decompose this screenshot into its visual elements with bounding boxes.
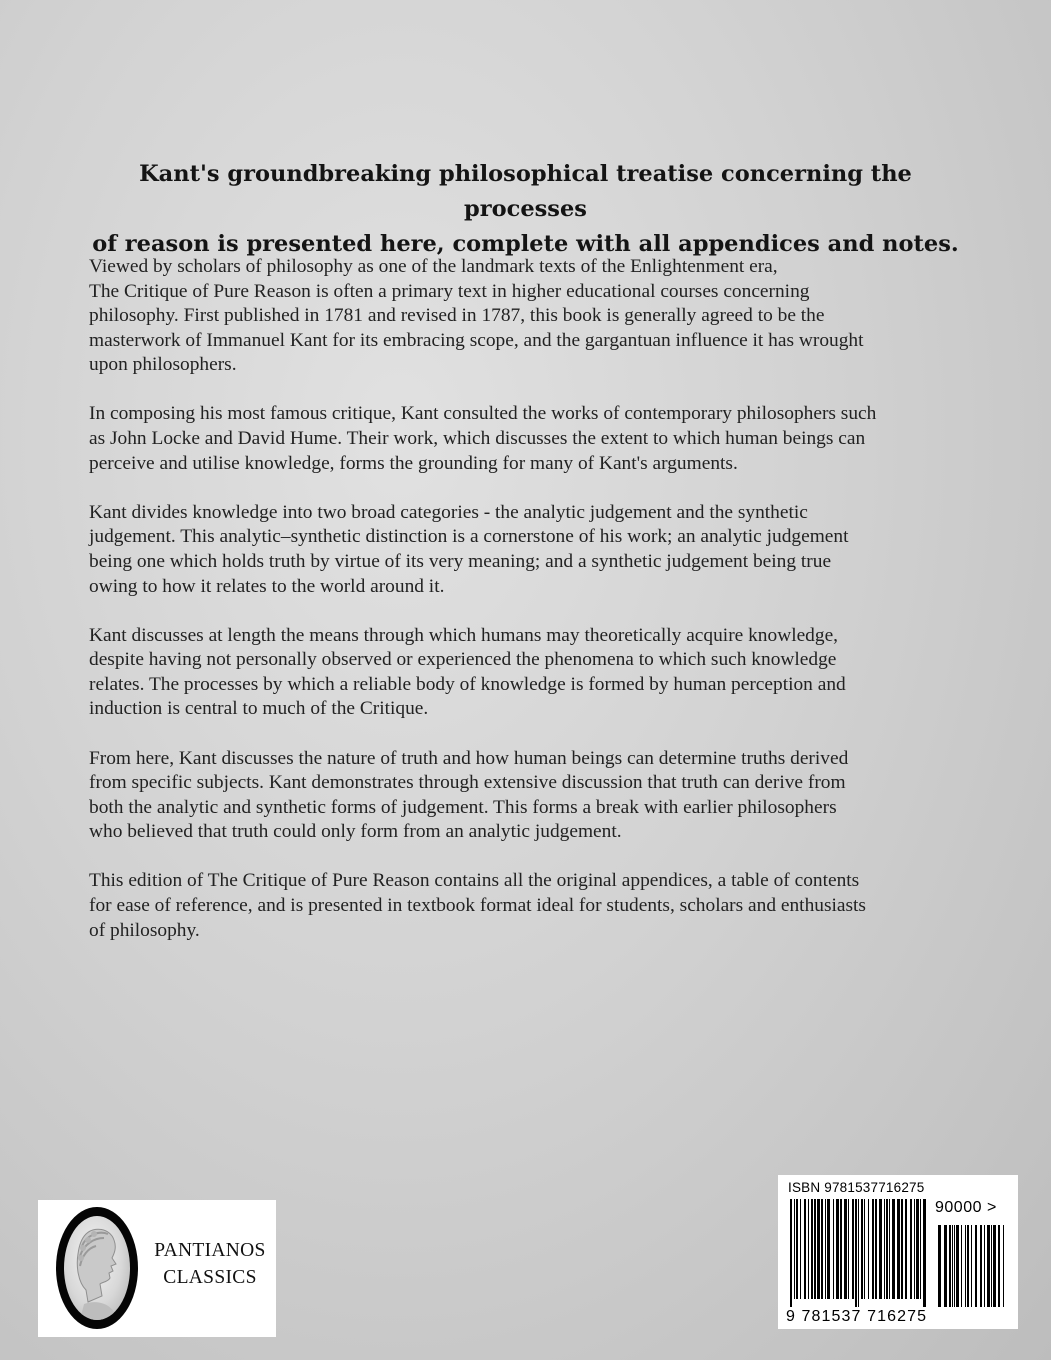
barcode-bar: [984, 1225, 985, 1307]
publisher-name-line2: CLASSICS: [163, 1267, 257, 1288]
blurb: [89, 255, 989, 968]
barcode-bar: [987, 1225, 990, 1307]
barcode-bar: [872, 1199, 874, 1299]
barcode-bar: [980, 1225, 982, 1307]
barcode-bar: [901, 1199, 903, 1299]
barcode-bar: [944, 1225, 947, 1307]
barcode-bar: [825, 1199, 826, 1299]
cameo-oval: [56, 1207, 138, 1329]
barcode-bar: [852, 1199, 854, 1299]
barcode-bar: [914, 1199, 915, 1299]
barcode-bar: [889, 1199, 890, 1299]
barcode-bar: [840, 1199, 842, 1299]
barcode-bar: [855, 1199, 857, 1307]
barcode-bar: [794, 1199, 795, 1299]
barcode-bar: [833, 1199, 834, 1299]
barcode-bar: [827, 1199, 830, 1299]
barcode-bar: [811, 1199, 813, 1299]
barcode-bar: [905, 1199, 907, 1299]
blurb-paragraph-2: In composing his most famous critique, Kant consulted the works of contemporary philosophers such as John Locke and David Hume. Their work, which discusses the extent to which human beings can perceive and utilise knowledge, forms the grounding for many of Kant's arguments.: [89, 403, 877, 474]
barcode-bar: [949, 1225, 951, 1307]
barcode-bar: [991, 1225, 992, 1307]
barcode-bar: [910, 1199, 912, 1299]
barcode-bar: [879, 1199, 882, 1299]
blurb-paragraph-5: From here, Kant discusses the nature of truth and how human beings can determine truths derived from specific subjects. Kant demonstrates through extensive discussion that truth can derive from both the analytic and synthetic forms of judgement. This forms a break with earlier philosophers who believed that truth could only form from an analytic judgement.: [89, 747, 849, 843]
barcode-bar: [971, 1225, 972, 1307]
publisher-logo: [38, 1200, 276, 1337]
barcode-bar: [954, 1225, 955, 1307]
barcode-bar: [916, 1199, 919, 1299]
isbn-digits: 9 781537 716275: [786, 1308, 928, 1325]
barcode-bar: [920, 1199, 921, 1299]
barcode-bar: [956, 1225, 959, 1307]
barcode-bar: [998, 1225, 1000, 1307]
isbn-label: ISBN 9781537716275: [788, 1180, 925, 1195]
cameo-portrait-icon: [64, 1216, 130, 1320]
blurb-paragraph-4: Kant discusses at length the means through which humans may theoretically acquire knowledge, despite having not personally observed or experienced the phenomena to which such knowledge relates. The processes by which a reliable body of knowledge is formed by human perception and induction is central to much of the Critique.: [89, 624, 846, 720]
barcode-bar: [804, 1199, 806, 1299]
barcode-bar: [975, 1225, 977, 1307]
publisher-name-line1: PANTIANOS: [154, 1240, 266, 1261]
barcode-bar: [923, 1199, 926, 1307]
isbn-barcode: [778, 1175, 1018, 1329]
cover-headline: Kant's groundbreaking philosophical treatise concerning the processes of reason is presented here, complete with all appendices and notes.: [92, 161, 959, 257]
blurb-paragraph-3: Kant divides knowledge into two broad categories - the analytic judgement and the synthetic judgement. This analytic–synthetic distinction is a cornerstone of his work; an analytic judgement being one which holds truth by virtue of its very meaning; and a synthetic judgement being true owing to how it relates to the world around it.: [89, 501, 849, 597]
barcode-bar: [993, 1225, 996, 1307]
barcode-bar: [821, 1199, 823, 1299]
barcode-bar: [884, 1199, 885, 1299]
blurb-paragraph-6: This edition of The Critique of Pure Reason contains all the original appendices, a table of contents for ease of reference, and is presented in textbook format ideal for students, scholars and enthusiasts of philosophy.: [89, 870, 866, 941]
barcode-bar: [886, 1199, 888, 1299]
barcode-bar: [1003, 1225, 1004, 1307]
barcode-addon: 90000 >: [935, 1199, 997, 1216]
barcode-bar: [892, 1199, 895, 1299]
barcode-bar: [844, 1199, 847, 1299]
barcode-bar: [864, 1199, 865, 1299]
barcode-bar: [961, 1225, 962, 1307]
barcode-bar: [814, 1199, 816, 1299]
blurb-paragraph-1: Viewed by scholars of philosophy as one of the landmark texts of the Enlightenment era, The Critique of Pure Reason is often a primary text in higher educational courses concerning philosophy. First published in 1781 and revised in 1787, this book is generally agreed to be the masterwork of Immanuel Kant for its embracing scope, and the gargantuan influence it has wrought upon philosophers.: [89, 256, 864, 376]
barcode-bar: [967, 1225, 969, 1307]
barcode-bar: [848, 1199, 849, 1299]
barcode-bar: [875, 1199, 877, 1299]
barcode-bar: [858, 1199, 859, 1307]
barcode-bar: [790, 1199, 792, 1307]
publisher-name: [148, 1237, 272, 1291]
barcode-bar: [897, 1199, 900, 1299]
barcode-bar: [861, 1199, 863, 1299]
barcode-bar: [868, 1199, 869, 1299]
barcode-bar: [808, 1199, 809, 1299]
barcode-bar: [965, 1225, 966, 1307]
barcode-bar: [800, 1199, 801, 1299]
barcode-bar: [836, 1199, 839, 1299]
barcode-bar: [952, 1225, 953, 1307]
barcode-bar: [796, 1199, 798, 1299]
barcode-bar: [938, 1225, 941, 1307]
barcode-bar: [817, 1199, 820, 1299]
